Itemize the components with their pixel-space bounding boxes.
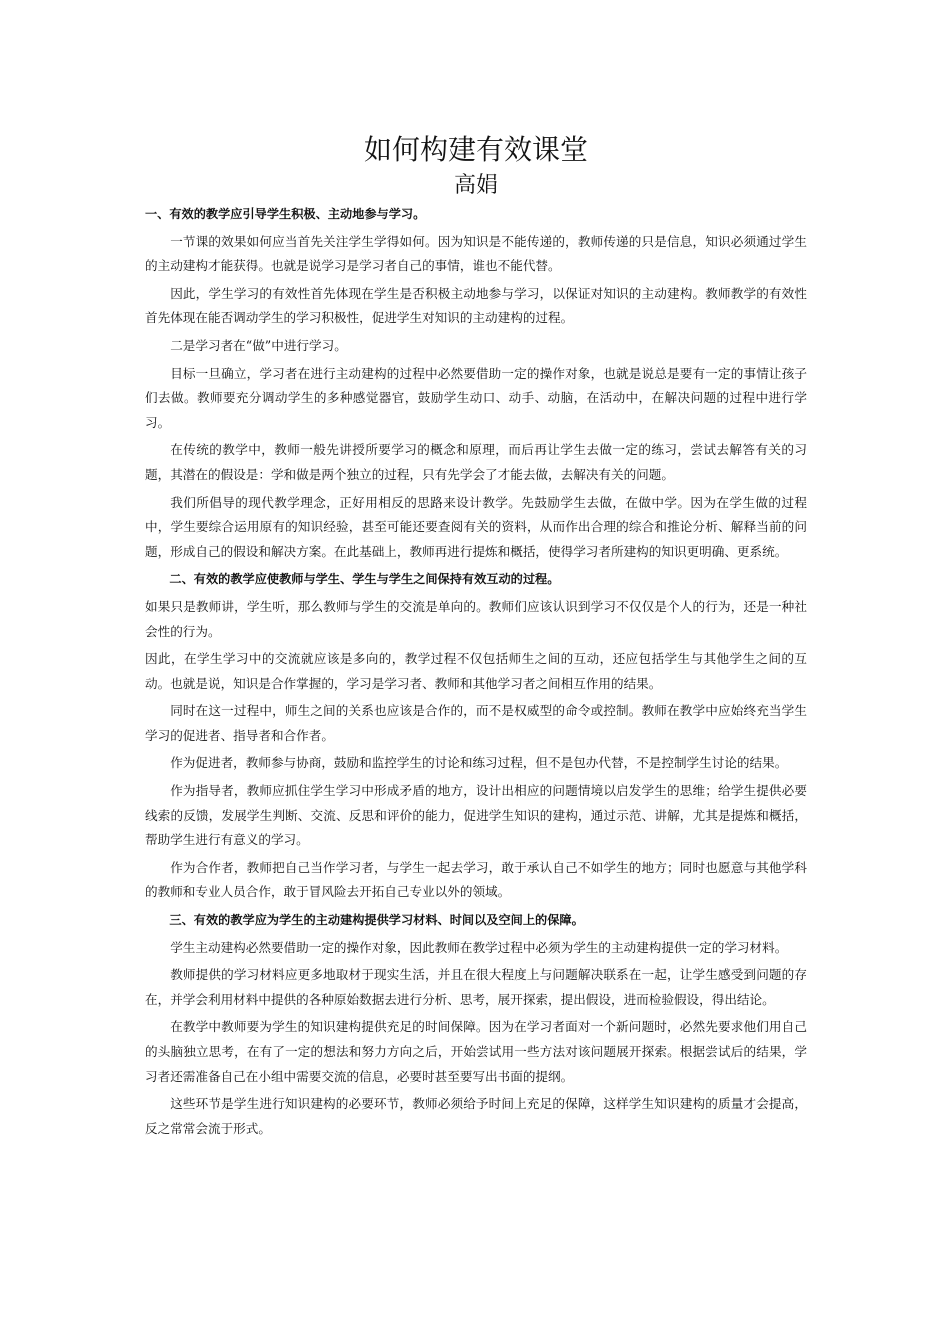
section-heading: 一、有效的教学应引导学生积极、主动地参与学习。: [145, 207, 426, 221]
section-heading: 二、有效的教学应使教师与学生、学生与学生之间保持有效互动的过程。: [169, 572, 560, 587]
body-paragraph: 作为合作者，教师把自己当作学习者，与学生一起去学习，敢于承认自己不如学生的地方；同时也愿意与其他学科的教师和专业人员合作，敢于冒风险去开拓自己专业以外的领域。: [145, 859, 807, 900]
body-paragraph: 如果只是教师讲，学生听，那么教师与学生的交流是单向的。教师们应该认识到学习不仅仅是个人的行为，还是一种社会性的行为。: [145, 598, 807, 639]
document-author: 高娟: [453, 173, 498, 198]
body-paragraph: 在教学中教师要为学生的知识建构提供充足的时间保障。因为在学习者面对一个新问题时，必然先要求他们用自己的头脑独立思考，在有了一定的想法和努力方向之后，开始尝试用一些方法对该问题展开探索。根据尝试后的结果，学习者还需准备自己在小组中需要交流的信息，必要时甚至要写出书面的提纲。: [145, 1019, 807, 1084]
body-paragraph: 一节课的效果如何应当首先关注学生学得如何。因为知识是不能传递的，教师传递的只是信息，知识必须通过学生的主动建构才能获得。也就是说学习是学习者自己的事情，谁也不能代替。: [145, 233, 807, 274]
document-content: [145, 130, 807, 1144]
section-heading: 三、有效的教学应为学生的主动建构提供学习材料、时间以及空间上的保障。: [169, 913, 584, 928]
body-paragraph: 目标一旦确立，学习者在进行主动建构的过程中必然要借助一定的操作对象，也就是说总是要有一定的事情让孩子们去做。教师要充分调动学生的多种感觉器官，鼓励学生动口、动手、动脑，在活动中，在解决问题的过程中进行学习。: [145, 365, 807, 430]
body-paragraph: 这些环节是学生进行知识建构的必要环节，教师必须给予时间上充足的保障，这样学生知识建构的质量才会提高，反之常常会流于形式。: [145, 1096, 807, 1136]
body-paragraph: 二是学习者在“做”中进行学习。: [170, 337, 347, 353]
body-paragraph: 我们所倡导的现代教学理念，正好用相反的思路来设计教学。先鼓励学生去做，在做中学。因为在学生做的过程中，学生要综合运用原有的知识经验，甚至可能还要查阅有关的资料，从而作出合理的综合和推论分析、解释当前的问题，形成自己的假设和解决方案。在此基础上，教师再进行提炼和概括，使得学习者所建构的知识更明确、更系统。: [145, 494, 807, 559]
body-paragraph: 在传统的教学中，教师一般先讲授所要学习的概念和原理，而后再让学生去做一定的练习，尝试去解答有关的习题，其潜在的假设是：学和做是两个独立的过程，只有先学会了才能去做，去解决有关的问题。: [145, 442, 807, 482]
body-paragraph: 作为指导者，教师应抓住学生学习中形成矛盾的地方，设计出相应的问题情境以启发学生的思维；给学生提供必要线索的反馈，发展学生判断、交流、反思和评价的能力，促进学生知识的建构，通过示范、讲解，尤其是提炼和概括，帮助学生进行有意义的学习。: [145, 783, 807, 848]
body-paragraph: 作为促进者，教师参与协商，鼓励和监控学生的讨论和练习过程，但不是包办代替，不是控制学生讨论的结果。: [170, 755, 788, 771]
body-paragraph: 教师提供的学习材料应更多地取材于现实生活，并且在很大程度上与问题解决联系在一起，让学生感受到问题的存在，并学会利用材料中提供的各种原始数据去进行分析、思考，展开探索，提出假设，进而检验假设，得出结论。: [145, 967, 807, 1007]
document-title: 如何构建有效课堂: [363, 133, 588, 166]
body-paragraph: 同时在这一过程中，师生之间的关系也应该是合作的，而不是权威型的命令或控制。教师在教学中应始终充当学生学习的促进者、指导者和合作者。: [145, 703, 807, 743]
body-paragraph: 因此，在学生学习中的交流就应该是多向的，教学过程不仅包括师生之间的互动，还应包括学生与其他学生之间的互动。也就是说，知识是合作掌握的，学习是学习者、教师和其他学习者之间相互作用的结果。: [145, 651, 807, 691]
body-paragraph: 学生主动建构必然要借助一定的操作对象，因此教师在教学过程中必须为学生的主动建构提供一定的学习材料。: [170, 939, 788, 955]
body-paragraph: 因此，学生学习的有效性首先体现在学生是否积极主动地参与学习，以保证对知识的主动建构。教师教学的有效性首先体现在能否调动学生的学习积极性，促进学生对知识的主动建构的过程。: [145, 285, 807, 326]
document-body: [145, 202, 807, 1141]
